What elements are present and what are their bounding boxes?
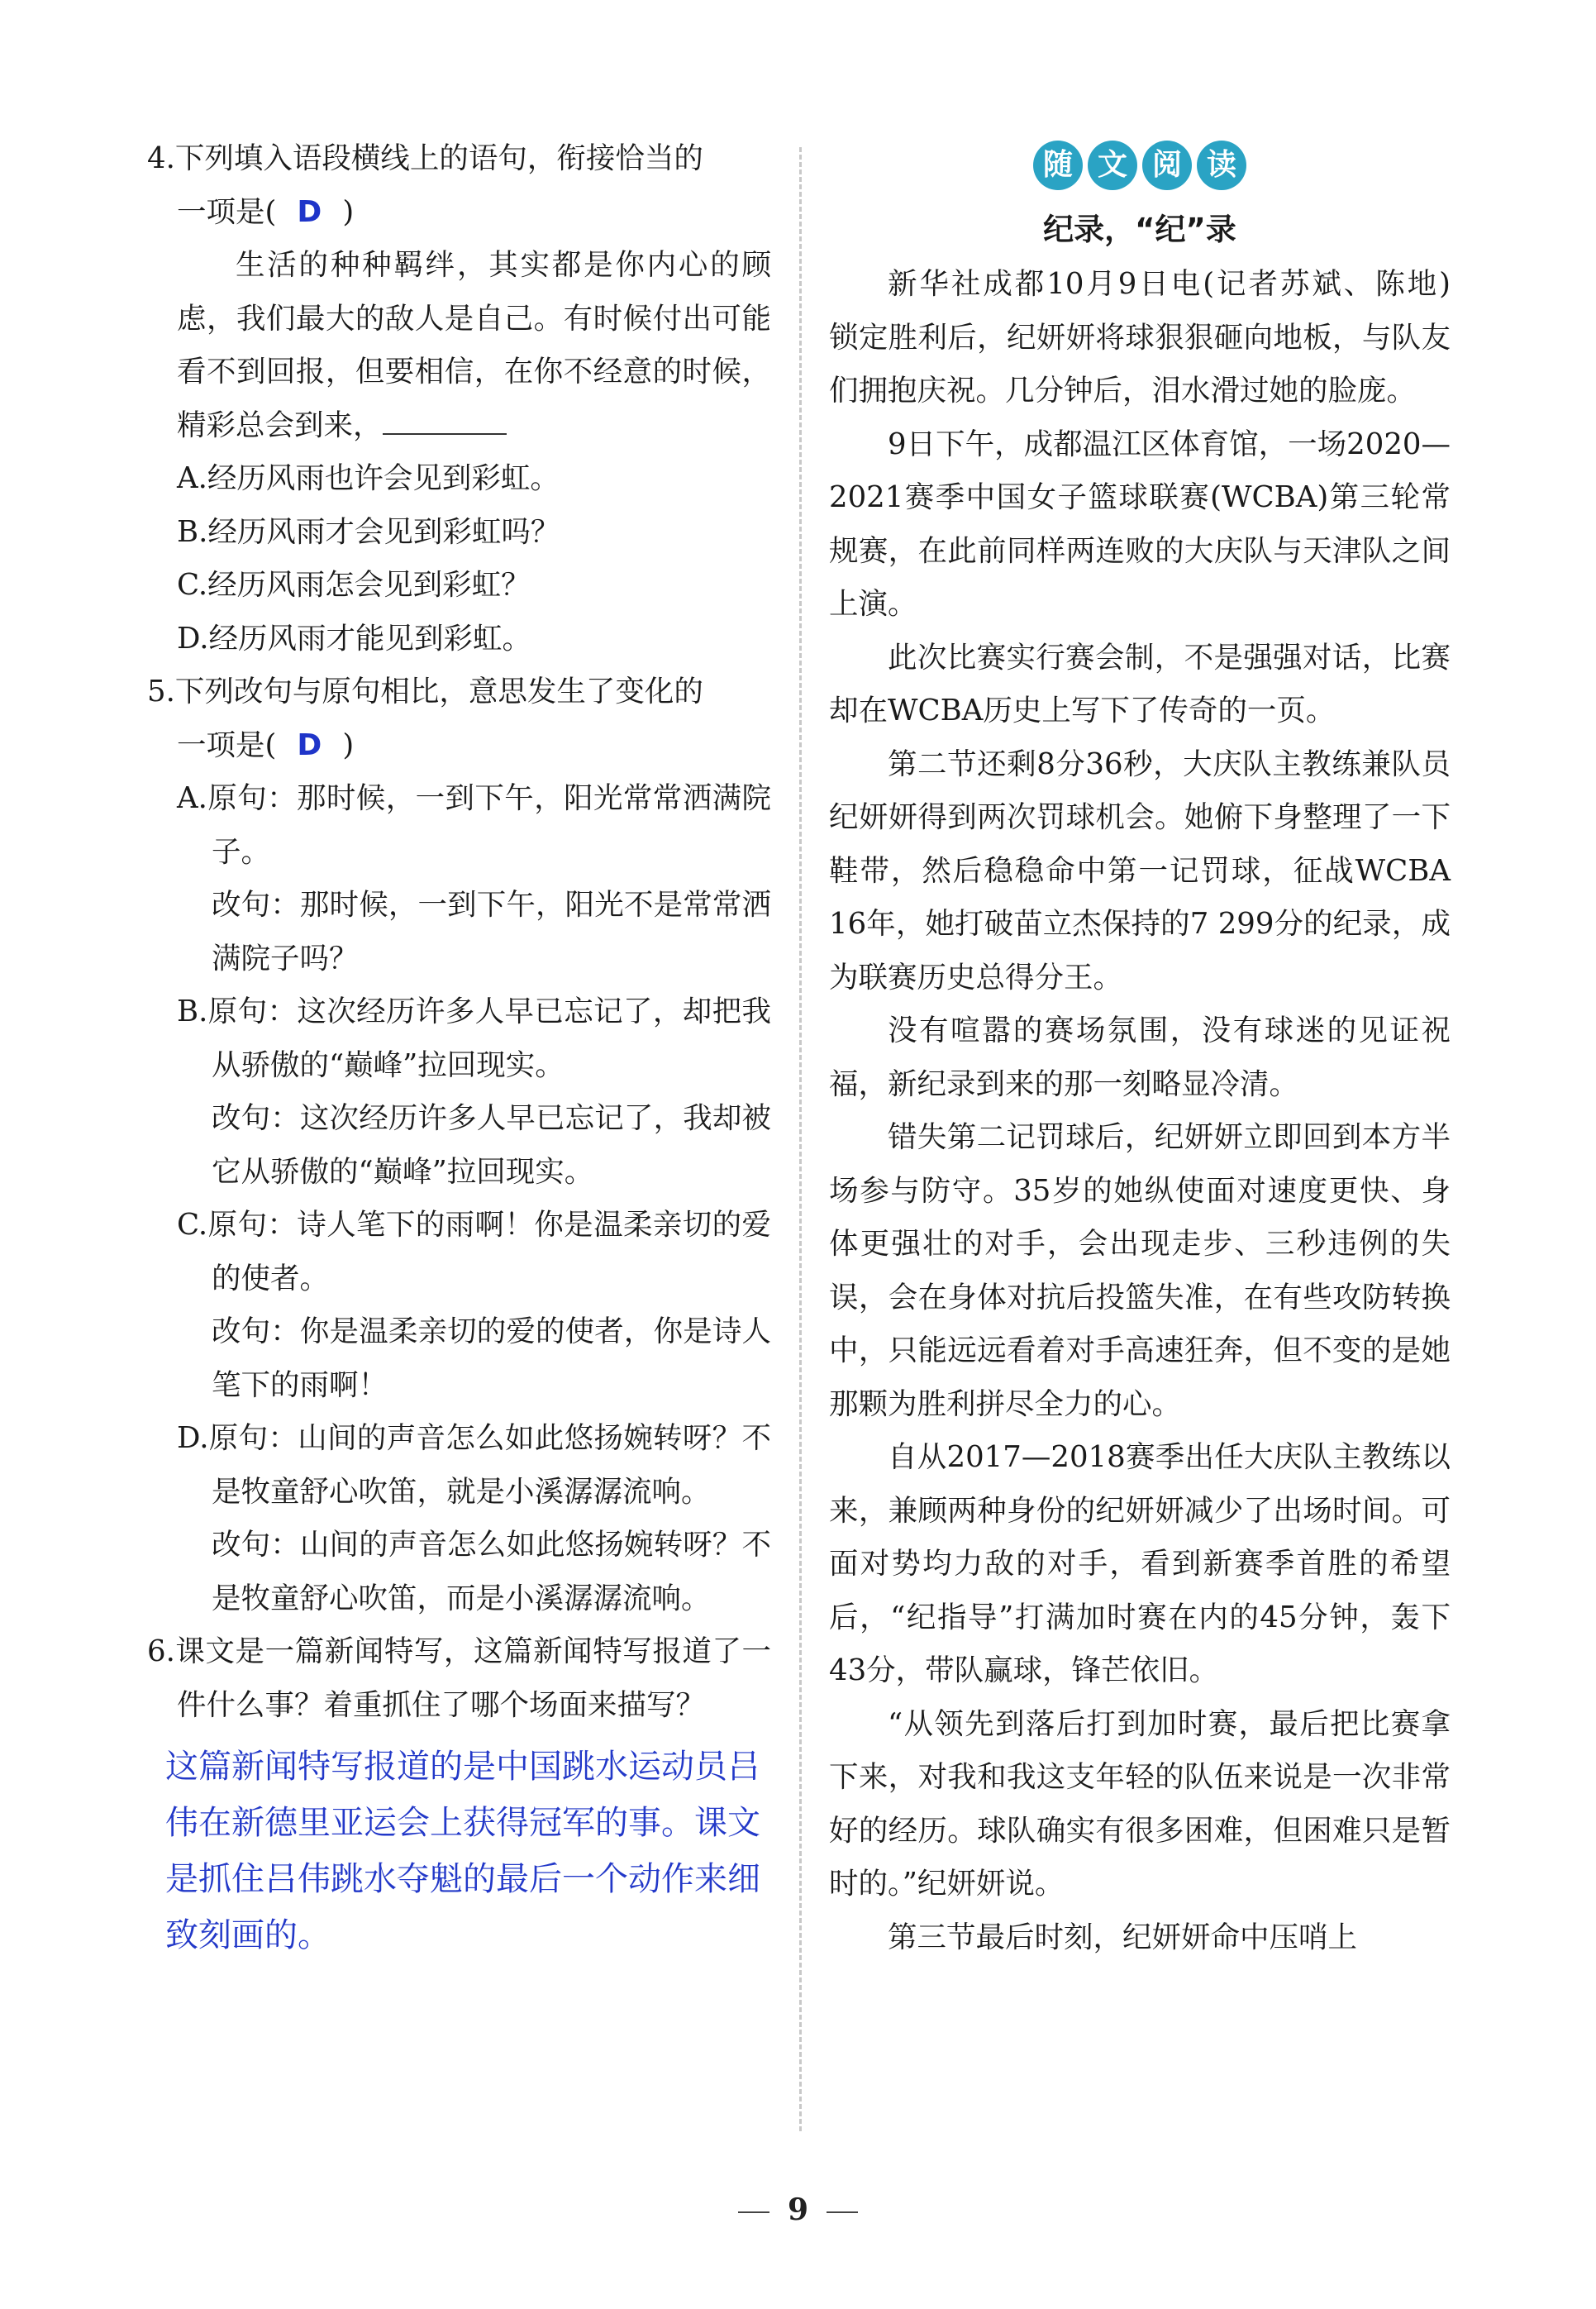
question-5-prompt: 一项是( D ) bbox=[147, 719, 771, 773]
answer-blank-line bbox=[383, 408, 507, 435]
question-5-answer: D bbox=[297, 728, 322, 762]
article-paragraph: 9日下午，成都温江区体育馆，一场2020—2021赛季中国女子篮球联赛(WCBA)第三轮常规赛，在此前同样两连败的大庆队与天津队之间上演。 bbox=[829, 427, 1451, 621]
question-4 bbox=[147, 132, 771, 666]
option-b-revised: 改句：这次经历许多人早已忘记了，我却被它从骄傲的“巅峰”拉回现实。 bbox=[212, 1101, 771, 1189]
question-5-stem: 5.下列改句与原句相比，意思发生了变化的 bbox=[147, 675, 703, 708]
option-c-revised: 改句：你是温柔亲切的爱的使者，你是诗人笔下的雨啊！ bbox=[212, 1314, 771, 1402]
reading-section-header bbox=[829, 141, 1451, 200]
option-a-original: A.原句：那时候，一到下午，阳光常常洒满院子。 bbox=[177, 781, 771, 869]
option-d: D.经历风雨才能见到彩虹。 bbox=[177, 621, 531, 656]
header-badge: 随 bbox=[1033, 141, 1083, 190]
article-paragraph: 第二节还剩8分36秒，大庆队主教练兼队员纪妍妍得到两次罚球机会。她俯下身整理了一下鞋带，然后稳稳命中第一记罚球，征战WCBA 16年，她打破苗立杰保持的7 299分的纪录，成为联赛历史总得分王。 bbox=[829, 747, 1451, 995]
option-c: C.经历风雨怎会见到彩虹？ bbox=[177, 568, 531, 602]
question-6-stem: 6.课文是一篇新闻特写，这篇新闻特写报道了一件什么事？着重抓住了哪个场面来描写？ bbox=[147, 1634, 771, 1722]
question-5 bbox=[147, 666, 771, 1625]
right-column bbox=[829, 132, 1480, 1964]
question-4-stem: 4.下列填入语段横线上的语句，衔接恰当的 bbox=[147, 141, 703, 175]
header-badge: 阅 bbox=[1142, 141, 1192, 190]
article-paragraph: “从领先到落后打到加时赛，最后把比赛拿下来，对我和我这支年轻的队伍来说是一次非常好的经历。球队确实有很多困难，但困难只是暂时的。”纪妍妍说。 bbox=[829, 1706, 1451, 1901]
question-4-prompt: 一项是( D ) bbox=[147, 186, 771, 240]
option-d-revised: 改句：山间的声音怎么如此悠扬婉转呀？不是牧童舒心吹笛，而是小溪潺潺流响。 bbox=[212, 1528, 771, 1615]
article-paragraph: 第三节最后时刻，纪妍妍命中压哨上 bbox=[888, 1920, 1358, 1954]
header-badge: 读 bbox=[1197, 141, 1246, 190]
question-4-passage: 生活的种种羁绊，其实都是你内心的顾虑，我们最大的敌人是自己。有时候付出可能看不到回报，但要相信，在你不经意的时候，精彩总会到来， bbox=[177, 248, 771, 442]
option-c-original: C.原句：诗人笔下的雨啊！你是温柔亲切的爱的使者。 bbox=[177, 1208, 771, 1295]
article-paragraph: 错失第二记罚球后，纪妍妍立即回到本方半场参与防守。35岁的她纵使面对速度更快、身体更强壮的对手，会出现走步、三秒违例的失误，会在身体对抗后投篮失准，在有些攻防转换中，只能远远看着对手高速狂奔，但不变的是她那颗为胜利拼尽全力的心。 bbox=[829, 1120, 1451, 1421]
article-paragraph: 自从2017—2018赛季出任大庆队主教练以来，兼顾两种身份的纪妍妍减少了出场时间。可面对势均力敌的对手，看到新赛季首胜的希望后，“纪指导”打满加时赛在内的45分钟，轰下43分，带队赢球，锋芒依旧。 bbox=[829, 1440, 1451, 1687]
option-b-original: B.原句：这次经历许多人早已忘记了，却把我从骄傲的“巅峰”拉回现实。 bbox=[177, 995, 771, 1082]
article-title: 纪录，“纪”录 bbox=[1043, 212, 1236, 247]
question-6 bbox=[147, 1625, 771, 1963]
question-4-answer: D bbox=[297, 194, 322, 229]
header-badge: 文 bbox=[1088, 141, 1137, 190]
article-paragraph: 没有喧嚣的赛场氛围，没有球迷的见证祝福，新纪录到来的那一刻略显冷清。 bbox=[829, 1014, 1451, 1101]
article-paragraph: 此次比赛实行赛会制，不是强强对话，比赛却在WCBA历史上写下了传奇的一页。 bbox=[829, 640, 1451, 728]
option-a: A.经历风雨也许会见到彩虹。 bbox=[177, 461, 560, 495]
option-b: B.经历风雨才会见到彩虹吗？ bbox=[177, 514, 560, 549]
question-6-handwritten-answer: 这篇新闻特写报道的是中国跳水运动员吕伟在新德里亚运会上获得冠军的事。课文是抓住吕伟跳水夺魁的最后一个动作来细致刻画的。 bbox=[165, 1748, 760, 1954]
left-column bbox=[147, 132, 771, 1963]
column-divider bbox=[799, 147, 802, 2131]
option-d-original: D.原句：山间的声音怎么如此悠扬婉转呀？不是牧童舒心吹笛，就是小溪潺潺流响。 bbox=[177, 1421, 771, 1509]
page-number: 9 bbox=[0, 2192, 1596, 2227]
option-a-revised: 改句：那时候，一到下午，阳光不是常常洒满院子吗？ bbox=[212, 888, 771, 976]
article-paragraph: 新华社成都10月9日电(记者苏斌、陈地) 锁定胜利后，纪妍妍将球狠狠砸向地板，与队友们拥抱庆祝。几分钟后，泪水滑过她的脸庞。 bbox=[829, 267, 1480, 408]
